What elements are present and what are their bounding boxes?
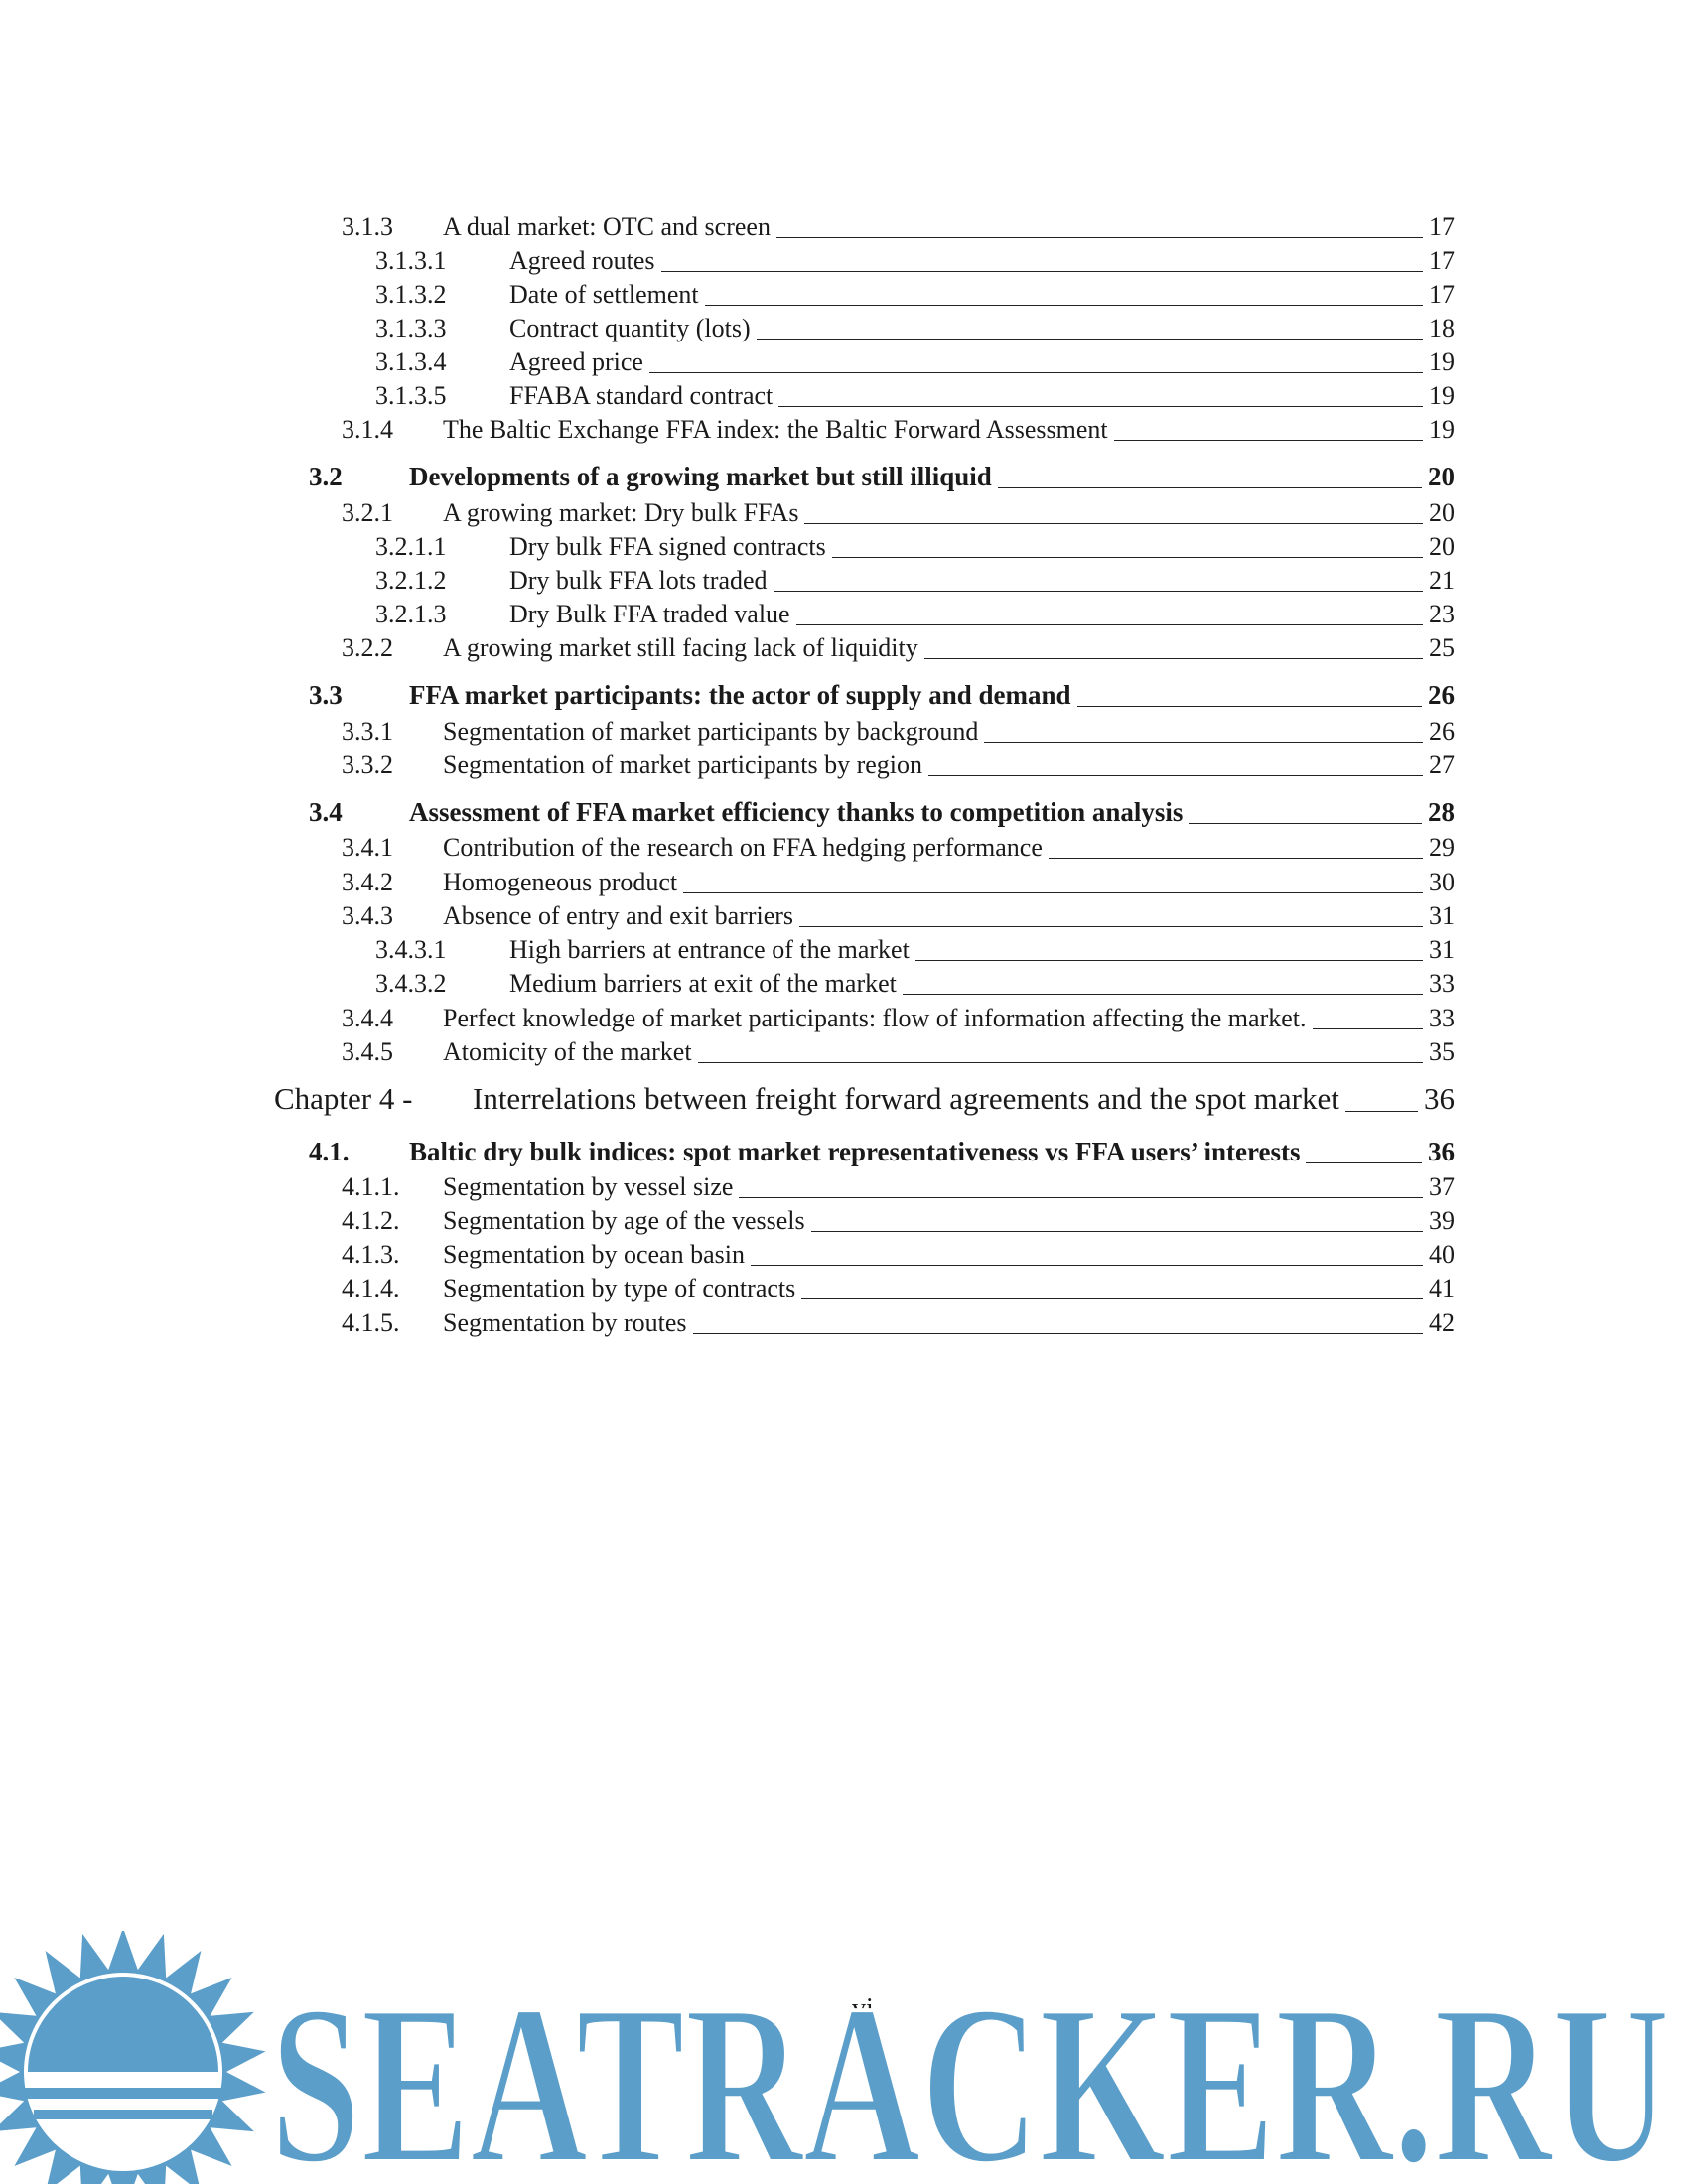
toc-entry-page: 20: [1428, 462, 1455, 491]
toc-entry-title: Segmentation of market participants by background: [443, 717, 979, 746]
toc-entry-number: 3.1.3.2: [375, 280, 447, 309]
toc-entry[interactable]: [274, 1074, 1455, 1114]
toc-entry-page: 33: [1429, 969, 1455, 998]
toc-entry-page: 31: [1429, 901, 1455, 930]
toc-entry[interactable]: [342, 821, 1455, 861]
toc-entry-number: 3.1.3.1: [375, 246, 447, 275]
toc-entry-title: Segmentation by ocean basin: [443, 1240, 745, 1269]
toc-entry-number: 3.2.1.1: [375, 532, 447, 561]
toc-leader-line: [693, 1332, 1423, 1334]
toc-entry-number: 3.1.3.5: [375, 381, 447, 410]
toc-entry-number: 3.4.3.2: [375, 969, 447, 998]
toc-entry-page: 31: [1429, 935, 1455, 964]
toc-entry-title: Dry bulk FFA lots traded: [509, 566, 768, 595]
toc-entry-title: Segmentation by vessel size: [443, 1172, 734, 1201]
watermark-text: SEATRACKER.RU: [270, 1958, 1670, 2184]
toc-entry-title: Segmentation by age of the vessels: [443, 1206, 805, 1235]
toc-entry-page: 17: [1429, 246, 1455, 275]
toc-leader-line: [1114, 439, 1423, 441]
toc-entry[interactable]: [342, 1025, 1455, 1065]
toc-entry-number: 4.1.5.: [342, 1308, 400, 1337]
toc-entry-number: 3.4.2: [342, 868, 393, 896]
toc-entry-number: 3.1.3.3: [375, 314, 447, 342]
toc-entry[interactable]: [342, 1262, 1455, 1301]
toc-entry[interactable]: [309, 451, 1455, 490]
toc-entry-title: Absence of entry and exit barriers: [443, 901, 794, 930]
toc-entry-page: 17: [1429, 280, 1455, 309]
toc-leader-line: [924, 657, 1423, 659]
toc-entry-number: 3.4.4: [342, 1004, 393, 1032]
toc-leader-line: [928, 774, 1423, 776]
toc-entry-page: 29: [1429, 833, 1455, 862]
toc-entry-title: Agreed price: [509, 347, 643, 376]
toc-entry-number: 3.1.3.4: [375, 347, 447, 376]
toc-entry-title: Agreed routes: [509, 246, 655, 275]
toc-entry-title: Dry bulk FFA signed contracts: [509, 532, 826, 561]
toc-entry-page: 17: [1429, 212, 1455, 241]
toc-entry-number: 3.4.1: [342, 833, 393, 862]
toc-entry-number: Chapter 4 -: [274, 1081, 413, 1116]
toc-entry-page: 21: [1429, 566, 1455, 595]
toc-leader-line: [698, 1061, 1423, 1063]
toc-entry-title: Medium barriers at exit of the market: [509, 969, 897, 998]
toc-entry-number: 3.1.4: [342, 415, 393, 444]
toc-entry-page: 36: [1428, 1137, 1455, 1166]
toc-entry-page: 40: [1429, 1240, 1455, 1269]
toc-entry-number: 4.1.3.: [342, 1240, 400, 1269]
toc-entry-title: Interrelations between freight forward agreements and the spot market: [473, 1081, 1339, 1116]
toc-entry-number: 4.1.4.: [342, 1274, 400, 1302]
toc-entry-title: A growing market: Dry bulk FFAs: [443, 498, 799, 527]
toc-entry-page: 33: [1429, 1004, 1455, 1032]
toc-entry-title: Perfect knowledge of market participants: flow of information affecting the market.: [443, 1004, 1307, 1032]
toc-entry-number: 3.3.1: [342, 717, 393, 746]
toc-entry-page: 19: [1429, 347, 1455, 376]
toc-entry-page: 19: [1429, 381, 1455, 410]
toc-leader-line: [1345, 1110, 1418, 1112]
toc-entry-page: 42: [1429, 1308, 1455, 1337]
page-number: vi: [852, 1993, 874, 2024]
toc-entry-title: Contract quantity (lots): [509, 314, 751, 342]
toc-entry-page: 20: [1429, 498, 1455, 527]
toc-entry-title: FFA market participants: the actor of supply and demand: [409, 680, 1071, 710]
toc-entry-number: 3.4.3.1: [375, 935, 447, 964]
toc-entry[interactable]: [342, 403, 1455, 443]
toc-entry-page: 30: [1429, 868, 1455, 896]
toc-entry-title: Developments of a growing market but still illiquid: [409, 462, 992, 491]
toc-entry-page: 26: [1429, 717, 1455, 746]
toc-entry-title: Dry Bulk FFA traded value: [509, 600, 790, 628]
toc-entry-title: FFABA standard contract: [509, 381, 774, 410]
toc-entry-number: 3.2.1.3: [375, 600, 447, 628]
toc-entry-page: 39: [1429, 1206, 1455, 1235]
toc-entry-number: 4.1.2.: [342, 1206, 400, 1235]
toc-entry-number: 4.1.1.: [342, 1172, 400, 1201]
toc-entry-title: Segmentation by type of contracts: [443, 1274, 796, 1302]
toc-entry[interactable]: [342, 1297, 1455, 1336]
toc-entry-title: Atomicity of the market: [443, 1037, 692, 1066]
toc-entry-title: Segmentation of market participants by region: [443, 751, 923, 779]
toc-entry-number: 3.2.2: [342, 633, 393, 662]
toc-entry-title: Date of settlement: [509, 280, 699, 309]
toc-entry-number: 4.1.: [309, 1137, 350, 1166]
toc-entry-page: 28: [1428, 797, 1455, 827]
toc-entry-number: 3.3.2: [342, 751, 393, 779]
toc-entry-page: 18: [1429, 314, 1455, 342]
toc-entry-number: 3.2.1.2: [375, 566, 447, 595]
toc-entry-title: Baltic dry bulk indices: spot market representativeness vs FFA users’ interests: [409, 1137, 1301, 1166]
toc-entry-number: 3.4.3: [342, 901, 393, 930]
toc-entry-page: 19: [1429, 415, 1455, 444]
toc-entry-page: 23: [1429, 600, 1455, 628]
toc-entry-title: The Baltic Exchange FFA index: the Baltic Forward Assessment: [443, 415, 1108, 444]
toc-entry-number: 3.2.1: [342, 498, 393, 527]
toc-entry-page: 27: [1429, 751, 1455, 779]
toc-entry-number: 3.4.5: [342, 1037, 393, 1066]
toc-entry[interactable]: [309, 1126, 1455, 1165]
toc-entry-number: 3.4: [309, 797, 343, 827]
toc-entry-page: 20: [1429, 532, 1455, 561]
toc-entry-page: 37: [1429, 1172, 1455, 1201]
toc-entry-page: 41: [1429, 1274, 1455, 1302]
toc-entry-title: High barriers at entrance of the market: [509, 935, 910, 964]
toc-entry-title: Contribution of the research on FFA hedging performance: [443, 833, 1043, 862]
toc-entry[interactable]: [309, 786, 1455, 826]
toc-entry-number: 3.2: [309, 462, 343, 491]
toc-entry-title: Homogeneous product: [443, 868, 678, 896]
toc-entry-title: A growing market still facing lack of liquidity: [443, 633, 918, 662]
toc-entry-page: 35: [1429, 1037, 1455, 1066]
toc-entry[interactable]: [342, 739, 1455, 778]
toc-entry-title: Assessment of FFA market efficiency thanks to competition analysis: [409, 797, 1184, 827]
toc-entry-title: Segmentation by routes: [443, 1308, 687, 1337]
toc-entry-page: 26: [1428, 680, 1455, 710]
toc-entry-page: 36: [1424, 1081, 1455, 1116]
toc-entry-title: A dual market: OTC and screen: [443, 212, 771, 241]
toc-entry-number: 3.1.3: [342, 212, 393, 241]
toc-entry-number: 3.3: [309, 680, 343, 710]
toc-entry[interactable]: [342, 621, 1455, 661]
toc-entry-page: 25: [1429, 633, 1455, 662]
toc-entry[interactable]: [375, 957, 1455, 997]
toc-entry[interactable]: [309, 669, 1455, 709]
